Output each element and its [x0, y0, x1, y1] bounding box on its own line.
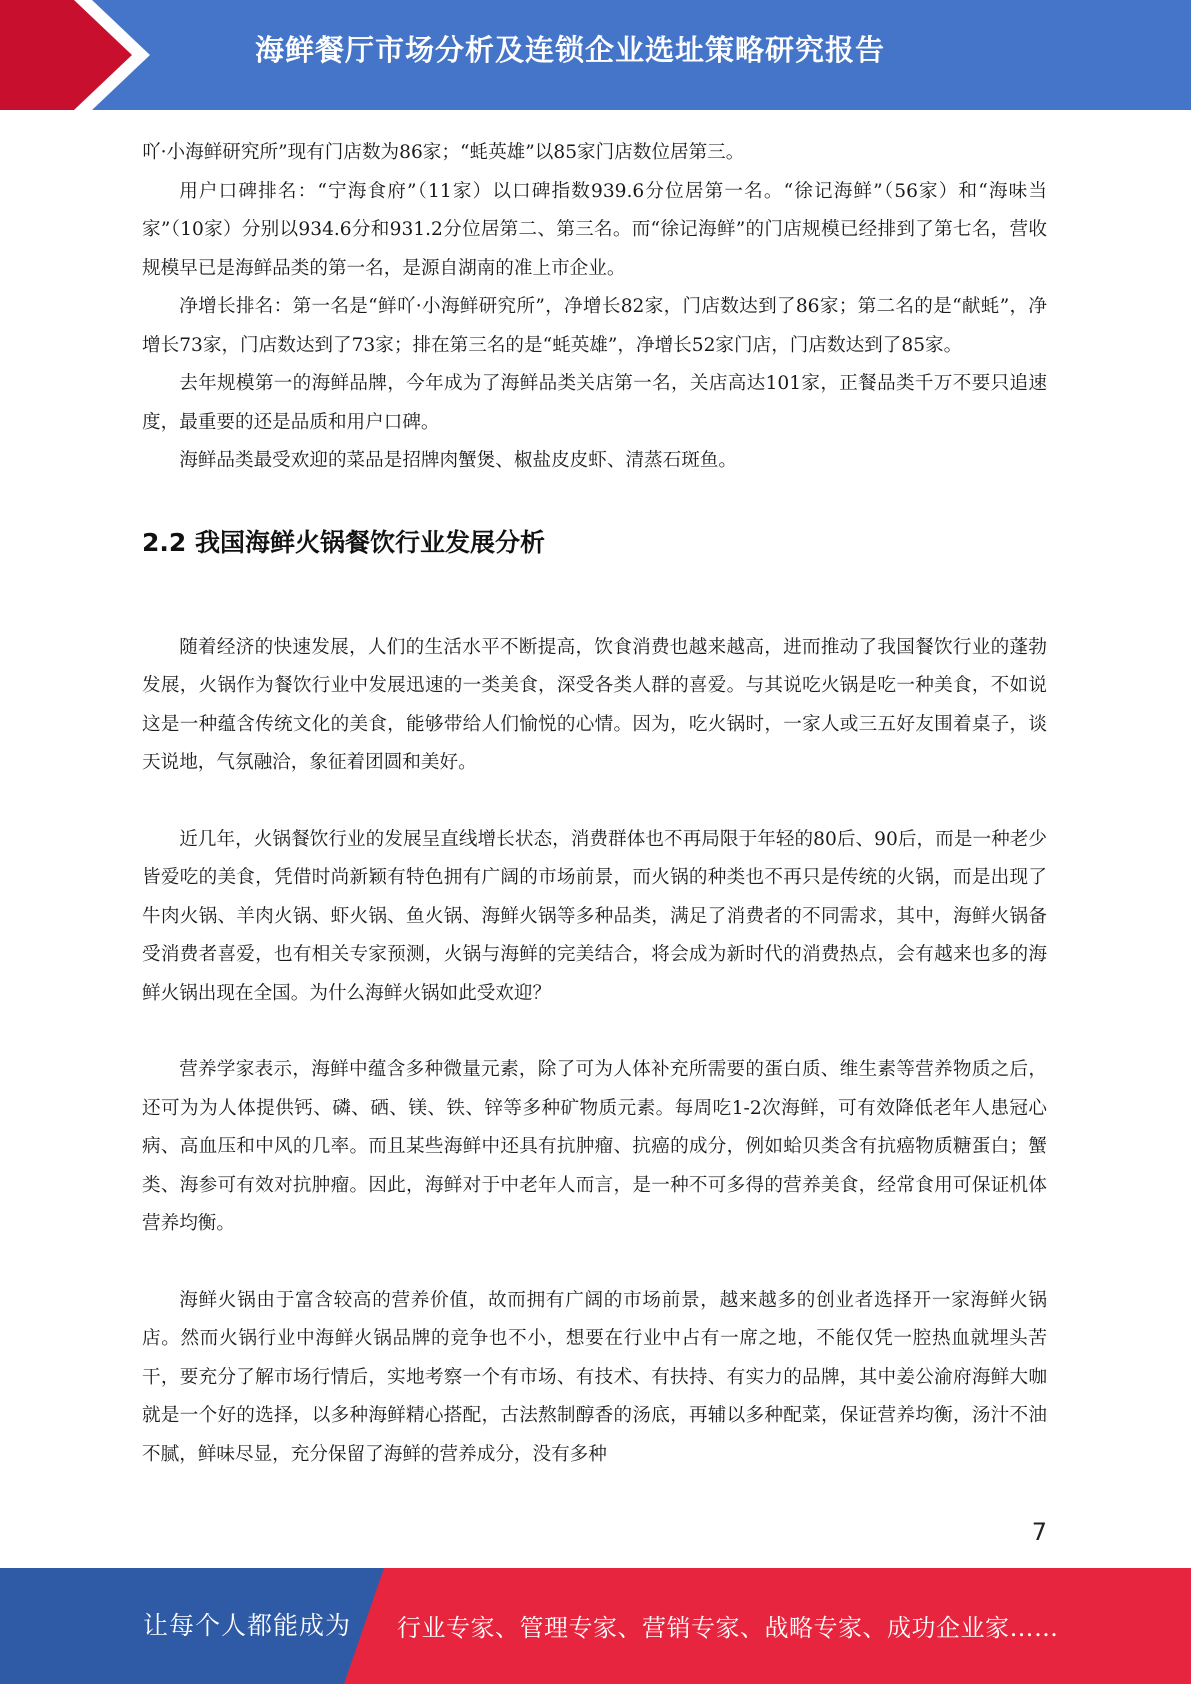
paragraph-net-growth-ranking: 净增长排名：第一名是“鲜吖·小海鲜研究所”，净增长82家，门店数达到了86家；第二名的是“献蚝”，净增长73家，门店数达到了73家；排在第三名的是“蚝英雄”，净增长52家门店，门店数达到了85家。: [142, 296, 1047, 356]
paragraph-reputation-ranking: 用户口碑排名：“宁海食府”（11家）以口碑指数939.6分位居第一名。“徐记海鲜”（56家）和“海味当家”（10家）分别以934.6分和931.2分位居第二、第三名。而“徐记海鲜”的门店规模已经排到了第七名，营收规模早已是海鲜品类的第一名，是源自湖南的准上市企业。: [142, 180, 1047, 279]
paragraph-market-outlook: 海鲜火锅由于富含较高的营养价值，故而拥有广阔的市场前景，越来越多的创业者选择开一家海鲜火锅店。然而火锅行业中海鲜火锅品牌的竞争也不小，想要在行业中占有一席之地，不能仅凭一腔热血就埋头苦干，要充分了解市场行情后，实地考察一个有市场、有技术、有扶持、有实力的品牌，其中姜公渝府海鲜大咖就是一个好的选择，以多种海鲜精心搭配，古法熬制醇香的汤底，再辅以多种配菜，保证营养均衡，汤汁不油不腻，鲜味尽显，充分保留了海鲜的营养成分，没有多种: [142, 1289, 1047, 1465]
paragraph-hotpot-intro: 随着经济的快速发展，人们的生活水平不断提高，饮食消费也越来越高，进而推动了我国餐饮行业的蓬勃发展，火锅作为餐饮行业中发展迅速的一类美食，深受各类人群的喜爱。与其说吃火锅是吃一种美食，不如说这是一种蕴含传统文化的美食，能够带给人们愉悦的心情。因为，吃火锅时，一家人或三五好友围着桌子，谈天说地，气氛融洽，象征着团圆和美好。: [142, 636, 1047, 773]
paragraph-continued: 吖·小海鲜研究所”现有门店数为86家；“蚝英雄”以85家门店数位居第三。: [142, 142, 745, 163]
page-number: 7: [1031, 1518, 1047, 1546]
paragraph-popular-dishes: 海鲜品类最受欢迎的菜品是招牌肉蟹煲、椒盐皮皮虾、清蒸石斑鱼。: [179, 450, 738, 471]
page-content: [142, 134, 1047, 1474]
paragraph-nutrition: 营养学家表示，海鲜中蕴含多种微量元素，除了可为人体补充所需要的蛋白质、维生素等营养物质之后，还可为为人体提供钙、磷、硒、镁、铁、锌等多种矿物质元素。每周吃1-2次海鲜，可有效降低老年人患冠心病、高血压和中风的几率。而且某些海鲜中还具有抗肿瘤、抗癌的成分，例如蛤贝类含有抗癌物质糖蛋白；蟹类、海参可有效对抗肿瘤。因此，海鲜对于中老年人而言，是一种不可多得的营养美食，经常食用可保证机体营养均衡。: [142, 1059, 1047, 1234]
report-title: 海鲜餐厅市场分析及连锁企业选址策略研究报告: [254, 33, 885, 67]
page-footer: [0, 1568, 1191, 1684]
footer-slogan-right: 行业专家、管理专家、营销专家、战略专家、成功企业家……: [397, 1614, 1059, 1642]
paragraph-closures: 去年规模第一的海鲜品牌，今年成为了海鲜品类关店第一名，关店高达101家，正餐品类千万不要只追速度，最重要的还是品质和用户口碑。: [142, 373, 1047, 433]
section-heading: 2.2 我国海鲜火锅餐饮行业发展分析: [142, 527, 545, 557]
page-header: [0, 0, 1191, 110]
header-chevron-icon: [0, 0, 136, 110]
paragraph-hotpot-growth: 近几年，火锅餐饮行业的发展呈直线增长状态，消费群体也不再局限于年轻的80后、90后，而是一种老少皆爱吃的美食，凭借时尚新颖有特色拥有广阔的市场前景，而火锅的种类也不再只是传统的火锅，而是出现了牛肉火锅、羊肉火锅、虾火锅、鱼火锅、海鲜火锅等多种品类，满足了消费者的不同需求，其中，海鲜火锅备受消费者喜爱，也有相关专家预测，火锅与海鲜的完美结合，将会成为新时代的消费热点，会有越来也多的海鲜火锅出现在全国。为什么海鲜火锅如此受欢迎？: [142, 828, 1047, 1004]
footer-slogan-left: 让每个人都能成为: [143, 1611, 352, 1640]
